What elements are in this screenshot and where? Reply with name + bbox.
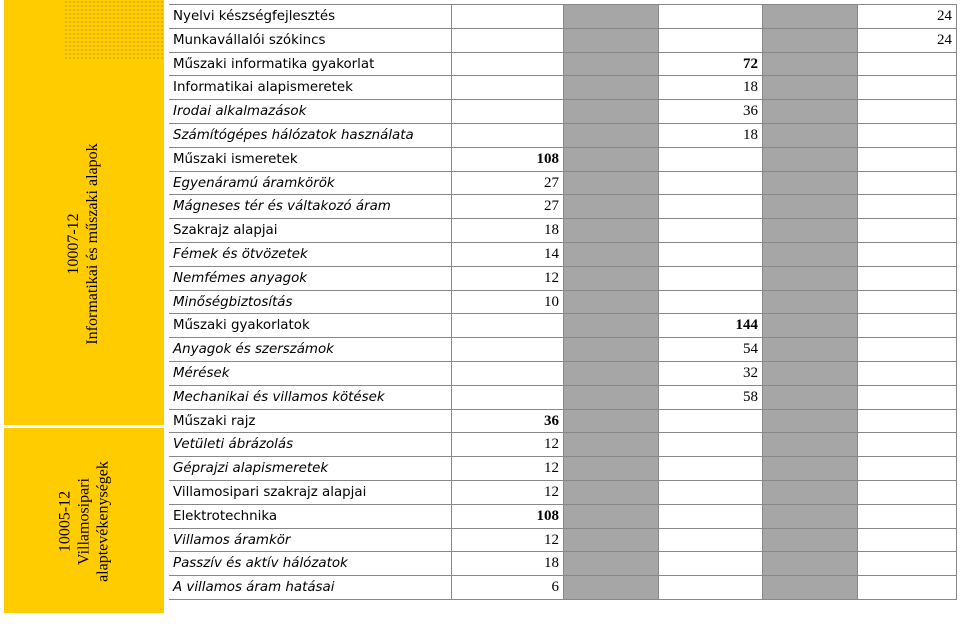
hours-cell — [857, 76, 957, 99]
table-row — [169, 76, 957, 100]
subject-name-cell — [169, 53, 451, 76]
hours-cell — [451, 267, 563, 290]
hours-cell — [563, 53, 658, 76]
table-row — [169, 314, 957, 338]
hours-value: 108 — [536, 150, 559, 167]
hours-value: 12 — [544, 460, 559, 477]
module-code: 10007-12 — [65, 213, 82, 275]
hours-value: 18 — [544, 222, 559, 239]
hours-cell — [451, 29, 563, 52]
module-band-top-right — [64, 0, 164, 61]
module-column-10007 — [4, 61, 164, 425]
hours-cell — [762, 29, 857, 52]
hours-cell — [451, 53, 563, 76]
hours-cell — [451, 76, 563, 99]
hours-cell — [451, 148, 563, 171]
hours-cell — [563, 291, 658, 314]
hours-cell — [563, 362, 658, 385]
hours-cell — [762, 219, 857, 242]
hours-cell — [857, 481, 957, 504]
hours-cell — [857, 362, 957, 385]
hours-cell — [658, 481, 762, 504]
table-row — [169, 172, 957, 196]
hours-cell — [762, 5, 857, 28]
hours-cell — [451, 457, 563, 480]
hours-value: 24 — [937, 31, 952, 48]
hours-value: 27 — [544, 174, 559, 191]
hours-cell — [762, 338, 857, 361]
table-row — [169, 124, 957, 148]
subject-name: Fémek és ötvözetek — [173, 246, 308, 262]
hours-cell — [762, 410, 857, 433]
table-row — [169, 243, 957, 267]
subject-name: Vetületi ábrázolás — [173, 437, 294, 453]
table-row — [169, 5, 957, 29]
hours-cell — [658, 457, 762, 480]
hours-cell — [762, 195, 857, 218]
subject-name-cell — [169, 172, 451, 195]
module-band-top-left — [4, 0, 64, 61]
subject-name-cell — [169, 505, 451, 528]
hours-cell — [857, 457, 957, 480]
table-row — [169, 148, 957, 172]
hours-cell — [563, 195, 658, 218]
hours-cell — [762, 243, 857, 266]
hours-cell — [563, 457, 658, 480]
hours-cell — [857, 29, 957, 52]
hours-cell — [762, 267, 857, 290]
hours-cell — [658, 505, 762, 528]
subject-name: Mechanikai és villamos kötések — [173, 389, 385, 405]
subject-name-cell — [169, 529, 451, 552]
hours-cell — [762, 172, 857, 195]
table-row — [169, 481, 957, 505]
hours-cell — [762, 314, 857, 337]
hours-value: 18 — [743, 79, 758, 96]
table-row — [169, 195, 957, 219]
hours-value: 72 — [743, 55, 758, 72]
hours-cell — [857, 219, 957, 242]
hours-value: 36 — [743, 103, 758, 120]
table-row — [169, 505, 957, 529]
module-divider — [4, 425, 164, 428]
hours-value: 12 — [544, 483, 559, 500]
hours-cell — [762, 148, 857, 171]
subject-name-cell — [169, 576, 451, 599]
hours-cell — [563, 576, 658, 599]
hours-value: 12 — [544, 269, 559, 286]
hours-value: 12 — [544, 531, 559, 548]
hours-cell — [451, 386, 563, 409]
hours-cell — [658, 576, 762, 599]
hours-cell — [857, 576, 957, 599]
hours-cell — [857, 386, 957, 409]
subject-name: Nyelvi készségfejlesztés — [173, 9, 336, 24]
hours-cell — [857, 100, 957, 123]
subject-name-cell — [169, 219, 451, 242]
subject-name: Elektrotechnika — [173, 508, 278, 524]
hours-cell — [563, 219, 658, 242]
hours-cell — [451, 552, 563, 575]
hours-cell — [563, 5, 658, 28]
hours-value: 58 — [743, 388, 758, 405]
hours-cell — [857, 505, 957, 528]
subject-name: Passzív és aktív hálózatok — [173, 556, 348, 572]
hours-cell — [658, 124, 762, 147]
hours-cell — [451, 5, 563, 28]
module-title-line: alaptevékenységek — [94, 461, 112, 582]
subject-name-cell — [169, 410, 451, 433]
hours-cell — [658, 267, 762, 290]
subject-name-cell — [169, 267, 451, 290]
hours-cell — [658, 552, 762, 575]
subject-name-cell — [169, 291, 451, 314]
subject-name-cell — [169, 457, 451, 480]
hours-cell — [563, 76, 658, 99]
subject-name: Nemfémes anyagok — [173, 270, 308, 286]
hours-cell — [658, 5, 762, 28]
hours-value: 10 — [544, 293, 559, 310]
hours-cell — [563, 124, 658, 147]
hours-cell — [451, 243, 563, 266]
module-label-10007 — [64, 84, 104, 404]
hours-cell — [762, 433, 857, 456]
hours-cell — [658, 53, 762, 76]
hours-cell — [658, 362, 762, 385]
hours-cell — [451, 195, 563, 218]
hours-cell — [563, 505, 658, 528]
hours-cell — [857, 148, 957, 171]
hours-cell — [658, 29, 762, 52]
subject-name: Műszaki informatika gyakorlat — [173, 56, 375, 72]
subject-name-cell — [169, 362, 451, 385]
module-column-10005 — [4, 428, 164, 613]
subject-name: Számítógépes hálózatok használata — [173, 127, 414, 143]
subject-name: Mérések — [173, 365, 230, 381]
hours-value: 36 — [544, 412, 559, 429]
hours-cell — [857, 529, 957, 552]
hours-cell — [451, 338, 563, 361]
subject-name-cell — [169, 338, 451, 361]
subject-name-cell — [169, 386, 451, 409]
subject-name-cell — [169, 314, 451, 337]
hours-cell — [762, 124, 857, 147]
hours-cell — [451, 172, 563, 195]
hours-cell — [658, 172, 762, 195]
hours-cell — [857, 291, 957, 314]
hours-cell — [857, 53, 957, 76]
hours-value: 18 — [743, 126, 758, 143]
table-row — [169, 100, 957, 124]
subject-name: Géprajzi alapismeretek — [173, 461, 329, 477]
hours-value: 12 — [544, 436, 559, 453]
hours-cell — [762, 576, 857, 599]
hours-cell — [563, 529, 658, 552]
subject-name: Szakrajz alapjai — [173, 223, 278, 239]
subject-name-cell — [169, 76, 451, 99]
hours-cell — [857, 5, 957, 28]
hours-value: 144 — [735, 317, 758, 334]
hours-cell — [563, 338, 658, 361]
module-label-10005 — [56, 402, 113, 642]
subject-name: Informatikai alapismeretek — [173, 80, 353, 96]
hours-cell — [563, 267, 658, 290]
hours-cell — [762, 457, 857, 480]
table-row — [169, 386, 957, 410]
hours-value: 24 — [937, 8, 952, 24]
hours-cell — [451, 576, 563, 599]
hours-cell — [451, 314, 563, 337]
hours-cell — [658, 386, 762, 409]
subject-name: Műszaki gyakorlatok — [173, 318, 310, 334]
hours-cell — [563, 172, 658, 195]
subject-name-cell — [169, 5, 451, 28]
hours-cell — [857, 552, 957, 575]
hours-cell — [563, 386, 658, 409]
table-row — [169, 338, 957, 362]
subject-name-cell — [169, 243, 451, 266]
table-row — [169, 219, 957, 243]
hours-cell — [563, 410, 658, 433]
subject-name: Minőségbiztosítás — [173, 294, 293, 310]
subject-name-cell — [169, 148, 451, 171]
hours-cell — [857, 338, 957, 361]
hours-cell — [563, 243, 658, 266]
hours-cell — [451, 410, 563, 433]
subject-name: Mágneses tér és váltakozó áram — [173, 199, 391, 215]
hours-cell — [451, 505, 563, 528]
hours-value: 108 — [536, 507, 559, 524]
subject-name-cell — [169, 552, 451, 575]
hours-cell — [563, 100, 658, 123]
subject-name: Műszaki ismeretek — [173, 151, 298, 167]
hours-cell — [762, 53, 857, 76]
hours-cell — [658, 76, 762, 99]
module-title: Informatikai és műszaki alapok — [84, 143, 101, 345]
hours-cell — [451, 124, 563, 147]
subject-name: Villamos áramkör — [173, 532, 291, 548]
hours-cell — [563, 29, 658, 52]
subject-name: Műszaki rajz — [173, 413, 256, 429]
hours-cell — [563, 481, 658, 504]
hours-cell — [857, 267, 957, 290]
hours-cell — [857, 172, 957, 195]
subject-name-cell — [169, 29, 451, 52]
hours-cell — [658, 433, 762, 456]
subject-name-cell — [169, 481, 451, 504]
hours-cell — [762, 529, 857, 552]
table-row — [169, 291, 957, 315]
table-row — [169, 410, 957, 434]
hours-cell — [658, 314, 762, 337]
hours-cell — [658, 338, 762, 361]
subject-name-cell — [169, 195, 451, 218]
module-code: 10005-12 — [56, 490, 74, 553]
hours-cell — [857, 243, 957, 266]
hours-cell — [451, 529, 563, 552]
hours-value: 54 — [743, 341, 758, 358]
hours-cell — [857, 314, 957, 337]
subject-name-cell — [169, 433, 451, 456]
table-row — [169, 529, 957, 553]
table-row — [169, 457, 957, 481]
subject-name: Munkavállalói szókincs — [173, 32, 326, 48]
table-row — [169, 552, 957, 576]
hours-cell — [658, 219, 762, 242]
hours-cell — [451, 362, 563, 385]
subject-name: A villamos áram hatásai — [173, 580, 335, 596]
table-row — [169, 29, 957, 53]
subject-name: Egyenáramú áramkörök — [173, 175, 335, 191]
hours-cell — [762, 505, 857, 528]
hours-cell — [451, 291, 563, 314]
hours-cell — [762, 362, 857, 385]
hours-cell — [857, 195, 957, 218]
hours-cell — [563, 433, 658, 456]
hours-cell — [762, 291, 857, 314]
subject-name: Villamosipari szakrajz alapjai — [173, 484, 367, 500]
hours-cell — [762, 76, 857, 99]
hours-cell — [857, 124, 957, 147]
hours-value: 14 — [544, 245, 559, 262]
subject-name-cell — [169, 100, 451, 123]
hours-cell — [451, 433, 563, 456]
hours-cell — [762, 386, 857, 409]
hours-cell — [762, 552, 857, 575]
hours-cell — [658, 529, 762, 552]
hours-value: 18 — [544, 555, 559, 572]
subject-name-cell — [169, 124, 451, 147]
hours-cell — [857, 410, 957, 433]
hours-value: 32 — [743, 364, 758, 381]
table-row — [169, 362, 957, 386]
hours-cell — [762, 481, 857, 504]
hours-cell — [563, 552, 658, 575]
hours-value: 6 — [551, 579, 559, 596]
subject-name: Irodai alkalmazások — [173, 104, 307, 120]
hours-cell — [451, 219, 563, 242]
hours-cell — [563, 314, 658, 337]
hours-cell — [658, 410, 762, 433]
hours-value: 27 — [544, 198, 559, 215]
hours-cell — [563, 148, 658, 171]
subject-name: Anyagok és szerszámok — [173, 342, 334, 358]
table-row — [169, 53, 957, 77]
curriculum-table — [169, 4, 957, 600]
hours-cell — [658, 195, 762, 218]
table-row — [169, 267, 957, 291]
table-row — [169, 576, 957, 600]
hours-cell — [857, 433, 957, 456]
table-row — [169, 433, 957, 457]
hours-cell — [451, 481, 563, 504]
module-title-line: Villamosipari — [75, 477, 93, 566]
hours-cell — [451, 100, 563, 123]
hours-cell — [658, 243, 762, 266]
hours-cell — [658, 100, 762, 123]
hours-cell — [658, 291, 762, 314]
hours-cell — [658, 148, 762, 171]
hours-cell — [762, 100, 857, 123]
